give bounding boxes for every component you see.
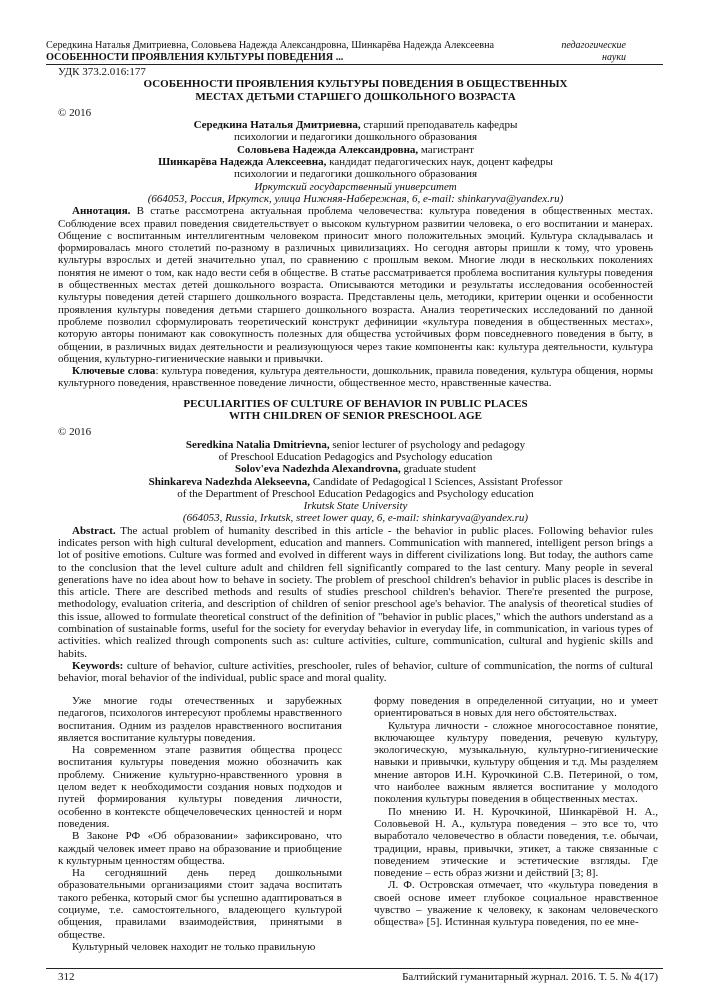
- ru-title-line-1: ОСОБЕННОСТИ ПРОЯВЛЕНИЯ КУЛЬТУРЫ ПОВЕДЕНИЯ В ОБЩЕСТВЕННЫХ: [143, 78, 568, 91]
- en-author-2-name: Solov'eva Nadezhda Alexandrovna,: [235, 463, 401, 476]
- en-title-line-1: PECULIARITIES OF CULTURE OF BEHAVIOR IN PUBLIC PLACES: [183, 397, 528, 410]
- ru-author-2-position: магистрант: [418, 143, 474, 156]
- ru-title-line-2: МЕСТАХ ДЕТЬМИ СТАРШЕГО ДОШКОЛЬНОГО ВОЗРАСТА: [195, 90, 516, 103]
- ru-author-3: [58, 156, 653, 168]
- ru-author-3-department: психологии и педагогики дошкольного образования: [233, 168, 478, 181]
- ru-author-2-name: Соловьева Надежда Александровна,: [236, 143, 419, 156]
- body-paragraph: Уже многие годы отечественных и зарубежных педагогов, психологов интересуют проблемы нравственного воспитания. Одним из разделов нравственного воспитания является воспитание культуры поведения.: [58, 695, 342, 744]
- running-head-authors: Середкина Наталья Дмитриевна, Соловьева Надежда Александровна, Шинкарёва Надежда Алексеевна: [46, 40, 495, 51]
- body-paragraph: На современном этапе развития общества процесс воспитания культуры поведения можно обозначить как проблему. Снижение культурно-нравственного уровня в целом ведет к необходимости создания новых подходов и путей формирования культуры поведения личности, особенно в контексте общечеловеческих ценностей и норм поведения.: [58, 744, 342, 830]
- body-paragraph: По мнению И. Н. Курочкиной, Шинкарёвой Н. А., Соловьевой Н. А., культура поведения – это все то, что выработало человечество в области поведения, т.е. обычаи, традиции, нравы, привычки, этикет, а также связанные с поведением этические и эстетические взгляды. Где поведение – есть образ жизни и действий [3; 8].: [374, 805, 658, 880]
- en-address: (664053, Russia, Irkutsk, street lower quay, 6, e-mail: shinkaryva@yandex.ru): [182, 512, 529, 525]
- ru-author-1-department: психологии и педагогики дошкольного образования: [233, 131, 478, 144]
- article-front-matter: [58, 66, 653, 685]
- ru-author-1-position: старший преподаватель кафедры: [360, 119, 518, 132]
- ru-keywords-text: : культура поведения, культура деятельности, дошкольник, правила поведения, культура общения, нормы культурного поведения, нравственное поведение личности, общественное место, нравственные качества.: [58, 365, 653, 390]
- ru-author-1: [58, 119, 653, 131]
- en-author-3: [58, 476, 653, 488]
- ru-abstract-label: Аннотация.: [72, 205, 131, 218]
- ru-author-3-position: кандидат педагогических наук, доцент кафедры: [326, 156, 553, 169]
- ru-author-2: [58, 144, 653, 156]
- en-author-3-position: Candidate of Pedagogical l Sciences, Assistant Professor: [310, 475, 563, 488]
- en-abstract: [58, 525, 653, 660]
- en-author-2: [58, 463, 653, 475]
- page-number: 312: [58, 971, 75, 983]
- en-abstract-text: The actual problem of humanity described in this article - the behavior in public places. Following behavior rules indicates person with high cultural development, education and manners. Communication with mannered, intelligent person brings a lot of positive emotions. Culture was formed and evolved in different ways in different civilizations long. But today, the authors came to the conclusion that the level culture adult and children fell significantly compared to the last century. Many people in several generations have no idea about how to behave in society. The problem of preschool children's behavior in public places is describe in this article. There are described methods and results of studies preschool children's behavior. There're presented the purpose, methodology, evaluation criteria, and description of children of senior preschool age's behavior. The analysis of theoretical studies of this issue, allowed to formulate theoretical construct of the definition of "behavior in public places," which the authors understand as a combination of sustainable forms, useful for the society for everyday behavior in everyday life, in communication, in various types of activities. which realized through components such as: culture activities, culture, communication, cultural and hygienic skills and habits.: [58, 524, 653, 660]
- en-keywords-text: culture of behavior, culture activities, preschooler, rules of behavior, culture of communication, the norms of cultural behavior, moral behavior of the individual, public space and moral quality.: [58, 659, 653, 685]
- body-column-right: [374, 695, 658, 953]
- header-rule: [46, 64, 663, 65]
- ru-abstract-text: В статье рассмотрена актуальная проблема человечества: культура поведения в общественных местах. Соблюдение всех правил поведения свидетельствует о высоком культурном развитии человека, о его воспитании и манерах. Общение с воспитанным интеллигентным человеком приносит много положительных эмоций. Культура складывалась и формировалась много столетий по-разному в различных цивилизациях. Но сегодня авторы пришли к тому, что уровень культуры взрослых и детей значительно упал, по сравнению с прошлым веком. Многие люди в нескольких поколениях понятия не имеют о том, как надо вести себя в обществе. В статье рассматривается проблема воспитания культуры поведения в общественных местах детей дошкольного возраста. Описываются методики и результаты исследования особенностей культуры поведения детей старшего дошкольного возраста. Представлены цель, методики, критерии оценки и особенности проявления культуры поведения детьми старшего дошкольного возраста. Анализ теоретических исследований по данной проблеме позволил сформулировать теоретический конструкт дефиниции «культура поведения в общественных местах», которую авторы понимают как совокупность полезных для общества устойчивых форм повседневного поведения в быту, в общении, в различных видах деятельности и реализующуюся через такие компоненты как: культура деятельности, культура общения, культурно-гигиенические навыки и привычки.: [58, 205, 653, 365]
- en-author-1-department: of Preschool Education Pedagogics and Psychology education: [218, 450, 493, 463]
- body-column-left: [58, 695, 342, 953]
- ru-address: (664053, Россия, Иркутск, улица Нижняя-Набережная, 6, e-mail: shinkaryva@yandex.ru): [147, 192, 564, 205]
- body-paragraph: На сегодняшний день перед дошкольными образовательными организациями стоит задача воспитать такого ребенка, который смог бы успешно адаптироваться в социуме, т.е. самостоятельного, владеющего культурой общения, правилами взаимодействия, принятыми в обществе.: [58, 867, 342, 941]
- body-paragraph: Культурный человек находит не только правильную: [72, 940, 316, 953]
- rubric-line-2: науки: [602, 51, 626, 63]
- article-body: [58, 695, 658, 953]
- body-paragraph: Л. Ф. Островская отмечает, что «культура поведения в своей основе имеет глубокое социальное нравственное чувство – уважение к человеку, к законам человеческого общества» [5]. Истинная культура поведения, по ее мне-: [374, 879, 658, 929]
- en-title-line-2: WITH CHILDREN OF SENIOR PRESCHOOL AGE: [229, 410, 482, 423]
- en-keywords-label: Keywords:: [72, 659, 124, 672]
- en-keywords: [58, 660, 653, 685]
- running-head: [46, 40, 626, 63]
- en-author-3-name: Shinkareva Nadezhda Alekseevna,: [148, 475, 311, 488]
- ru-university: Иркутский государственный университет: [254, 180, 457, 193]
- footer-rule: [46, 968, 663, 969]
- en-author-1-name: Seredkina Natalia Dmitrievna,: [185, 438, 330, 451]
- en-abstract-label: Abstract.: [72, 524, 116, 537]
- en-university: Irkutsk State University: [303, 500, 408, 513]
- body-paragraph: В Законе РФ «Об образовании» зафиксировано, что каждый человек имеет право на образование и приобщение к культурным ценностям общества.: [58, 830, 342, 867]
- running-head-title: ОСОБЕННОСТИ ПРОЯВЛЕНИЯ КУЛЬТУРЫ ПОВЕДЕНИЯ ...: [46, 51, 344, 63]
- ru-abstract: [58, 205, 653, 365]
- en-author-1: [58, 439, 653, 451]
- ru-keywords: [58, 365, 653, 390]
- ru-keywords-label: Ключевые слова: [72, 365, 156, 378]
- ru-author-3-name: Шинкарёва Надежда Алексеевна,: [158, 156, 327, 169]
- en-copyright: © 2016: [58, 426, 92, 439]
- en-author-2-position: graduate student: [400, 463, 476, 476]
- body-paragraph: Культура личности - сложное многосоставное понятие, включающее культуру поведения, речевую культуру, экологическую, музыкальную, культурно-гигиенические навыки и привычки, культуру общения и т.д. Мы разделяем мнение авторов И.Н. Курочкиной С.В. Петериной, о том, что наиболее важным является воспитание у молодого поколения культуры поведения в общественных местах.: [374, 719, 658, 806]
- ru-author-1-name: Середкина Наталья Дмитриевна,: [193, 119, 361, 132]
- en-author-1-position: senior lecturer of psychology and pedagogy: [329, 438, 526, 451]
- ru-copyright: © 2016: [58, 106, 92, 119]
- section-rubric: [561, 40, 626, 63]
- rubric-line-1: педагогические: [561, 40, 626, 51]
- en-author-3-department: of the Department of Preschool Education Pedagogics and Psychology education: [177, 487, 534, 500]
- journal-citation: Балтийский гуманитарный журнал. 2016. Т. 5. № 4(17): [402, 971, 658, 983]
- udk-code: УДК 373.2.016:177: [58, 66, 146, 78]
- body-paragraph-continued: форму поведения в определенной ситуации, но и умеет ориентироваться в новых для него обстоятельствах.: [374, 695, 658, 720]
